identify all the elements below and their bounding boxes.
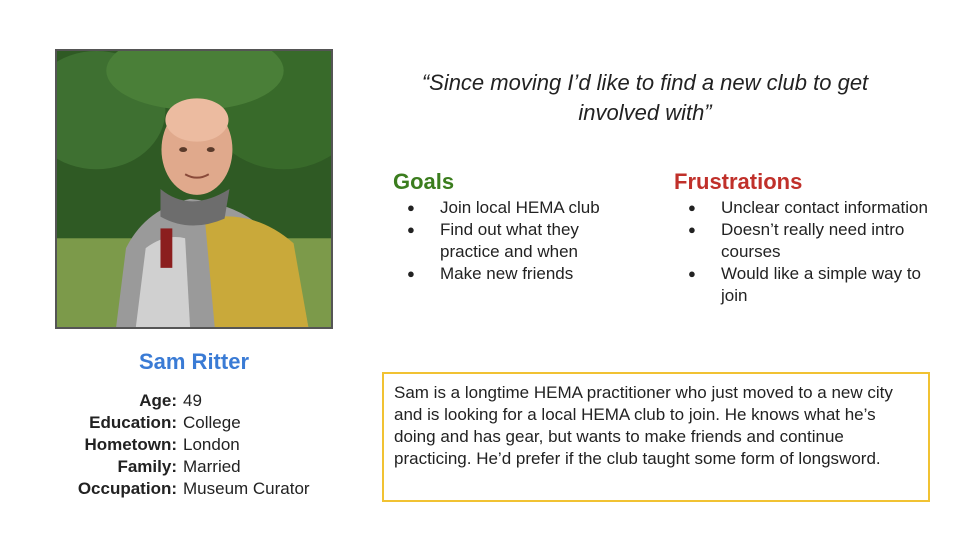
persona-name: Sam Ritter [138, 349, 250, 374]
frustrations-heading: Frustrations [674, 169, 803, 194]
fact-value: Museum Curator [183, 479, 310, 498]
frustrations-list [676, 197, 936, 307]
fact-row-occupation [30, 478, 350, 500]
fact-row-family [30, 456, 350, 478]
fact-value: Married [183, 457, 241, 476]
fact-value: College [183, 413, 241, 432]
fact-label: Family: [117, 457, 177, 476]
fact-label: Education: [89, 413, 177, 432]
persona-bio: Sam is a longtime HEMA practitioner who just moved to a new city and is looking for a local HEMA club to join. He knows what he’s doing and has gear, but wants to make friends and continue practicing. He’d prefer if the club taught some form of longsword. [382, 372, 930, 502]
goal-item: ● Find out what they practice and when [395, 219, 635, 263]
goals-list [395, 197, 635, 285]
fact-row-education [30, 412, 350, 434]
fact-value: London [183, 435, 240, 454]
frustration-item: ● Unclear contact information [676, 197, 936, 219]
frustration-item: ● Would like a simple way to join [676, 263, 936, 307]
fact-row-hometown [30, 434, 350, 456]
persona-quote: “Since moving I’d like to find a new club to get involved with” [421, 70, 869, 125]
fact-value: 49 [183, 391, 202, 410]
fact-label: Hometown: [84, 435, 177, 454]
fact-label: Age: [139, 391, 177, 410]
fact-label: Occupation: [77, 479, 177, 498]
goal-item: ● Make new friends [395, 263, 635, 285]
goal-item: ● Join local HEMA club [395, 197, 635, 219]
persona-photo [55, 49, 333, 329]
persona-facts [30, 390, 350, 500]
goals-heading: Goals [393, 169, 455, 194]
fact-row-age [30, 390, 350, 412]
persona-photo-image [57, 51, 331, 327]
frustration-item: ● Doesn’t really need intro courses [676, 219, 936, 263]
